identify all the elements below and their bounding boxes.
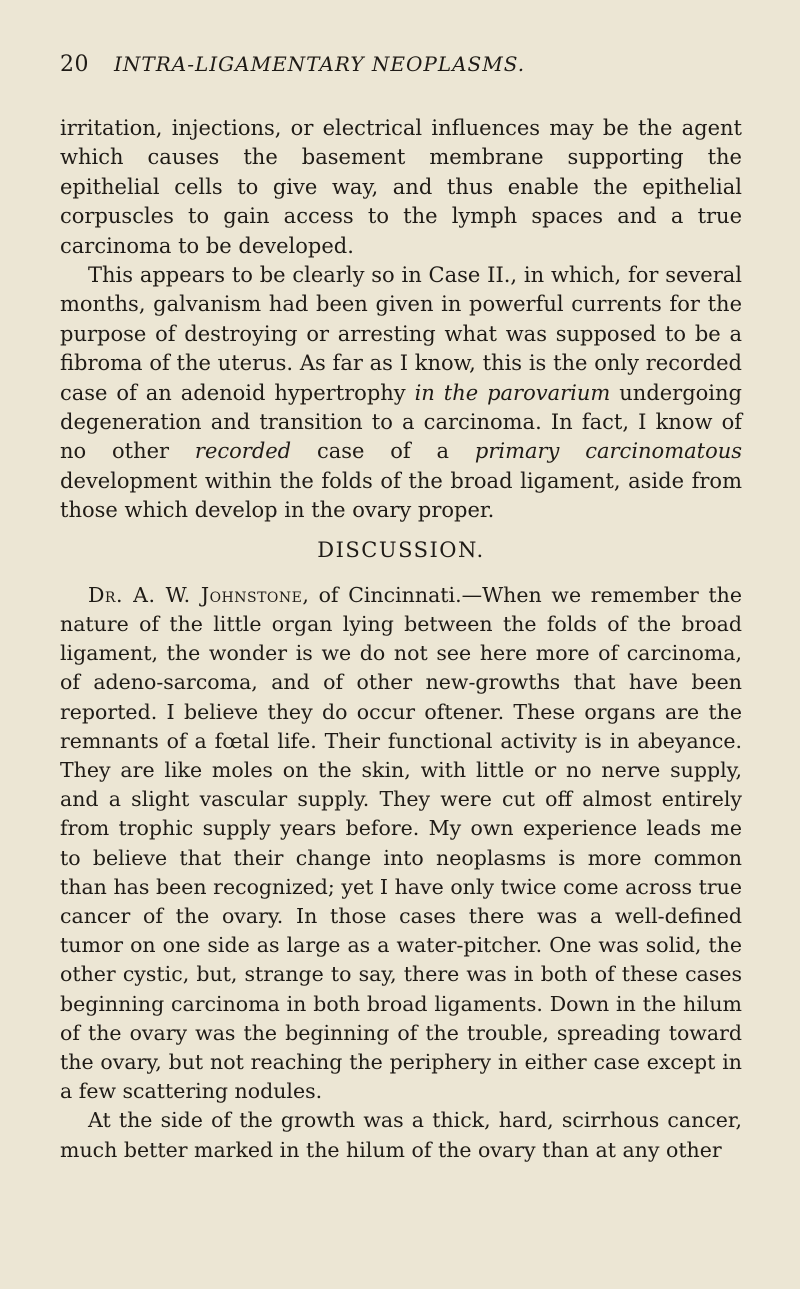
discussion-text: , of Cincinnati.—When we remember the nature of the little organ lying between the folds of the broad ligament, the wonder is we do not see here more of carcinoma, of adeno-sarcoma, and of other new-growths that have been reported. I believe they do occur oftener. These organs are the remnants of a fœtal life. Their functional activity is in abeyance. They are like moles on the skin, with little or no nerve supply, and a slight vascular supply. They were cut off almost entirely from trophic supply years before. My own experience leads me to believe that their change into neoplasms is more common than has been recognized; yet I have only twice come across true cancer of the ovary. In those cases there was a well-defined tumor on one side as large as a water-pitcher. One was solid, the other cystic, but, strange to say, there was in both of these cases beginning carcinoma in both broad ligaments. Down in the hilum of the ovary was the beginning of the trouble, spreading toward the ovary, but not reaching the periphery in either case except in a few scattering nodules. [60, 582, 742, 1104]
speaker-name: Dr. A. W. Johnstone [88, 582, 303, 607]
paragraph-case-two-text-4: development within the folds of the broad ligament, aside from those which develop in the ovary proper. [60, 468, 742, 523]
paragraph-case-two-text-1: This appears to be clearly so in Case II., in which, for several months, galvanism had been given in powerful currents for the purpose of destroying or arresting what was supposed to be a fibroma of the uterus. As far as I know, this is the only recorded case of an adenoid hypertrophy [60, 263, 742, 405]
running-title: INTRA-LIGAMENTARY NEOPLASMS. [114, 52, 526, 76]
paragraph-case-two-text-3: case of a [291, 439, 475, 464]
paragraph-case-two-italic-2: recorded [194, 439, 292, 464]
section-heading-discussion: DISCUSSION. [317, 537, 485, 562]
paragraph-case-two-text-2: undergoing degeneration and transition to a carcinoma. In fact, I know of no other [60, 380, 742, 464]
paragraph-discussion [60, 581, 742, 1107]
running-head [60, 52, 742, 92]
paragraph-case-two-italic-3: primary carcinomatous [474, 439, 743, 464]
paragraph-final: At the side of the growth was a thick, hard, scirrhous cancer, much better marked in the hilum of the ovary than at any other [60, 1108, 742, 1162]
paragraph-continuation: irritation, injections, or electrical influences may be the agent which causes the basement membrane supporting the epithelial cells to give way, and thus enable the epithelial corpuscles to gain access to the lymph spaces and a true carcinoma to be developed. [60, 116, 742, 258]
paragraph-case-two [60, 261, 742, 526]
page-number: 20 [60, 52, 89, 77]
paragraph-case-two-italic-1: in the parovarium [414, 380, 611, 405]
